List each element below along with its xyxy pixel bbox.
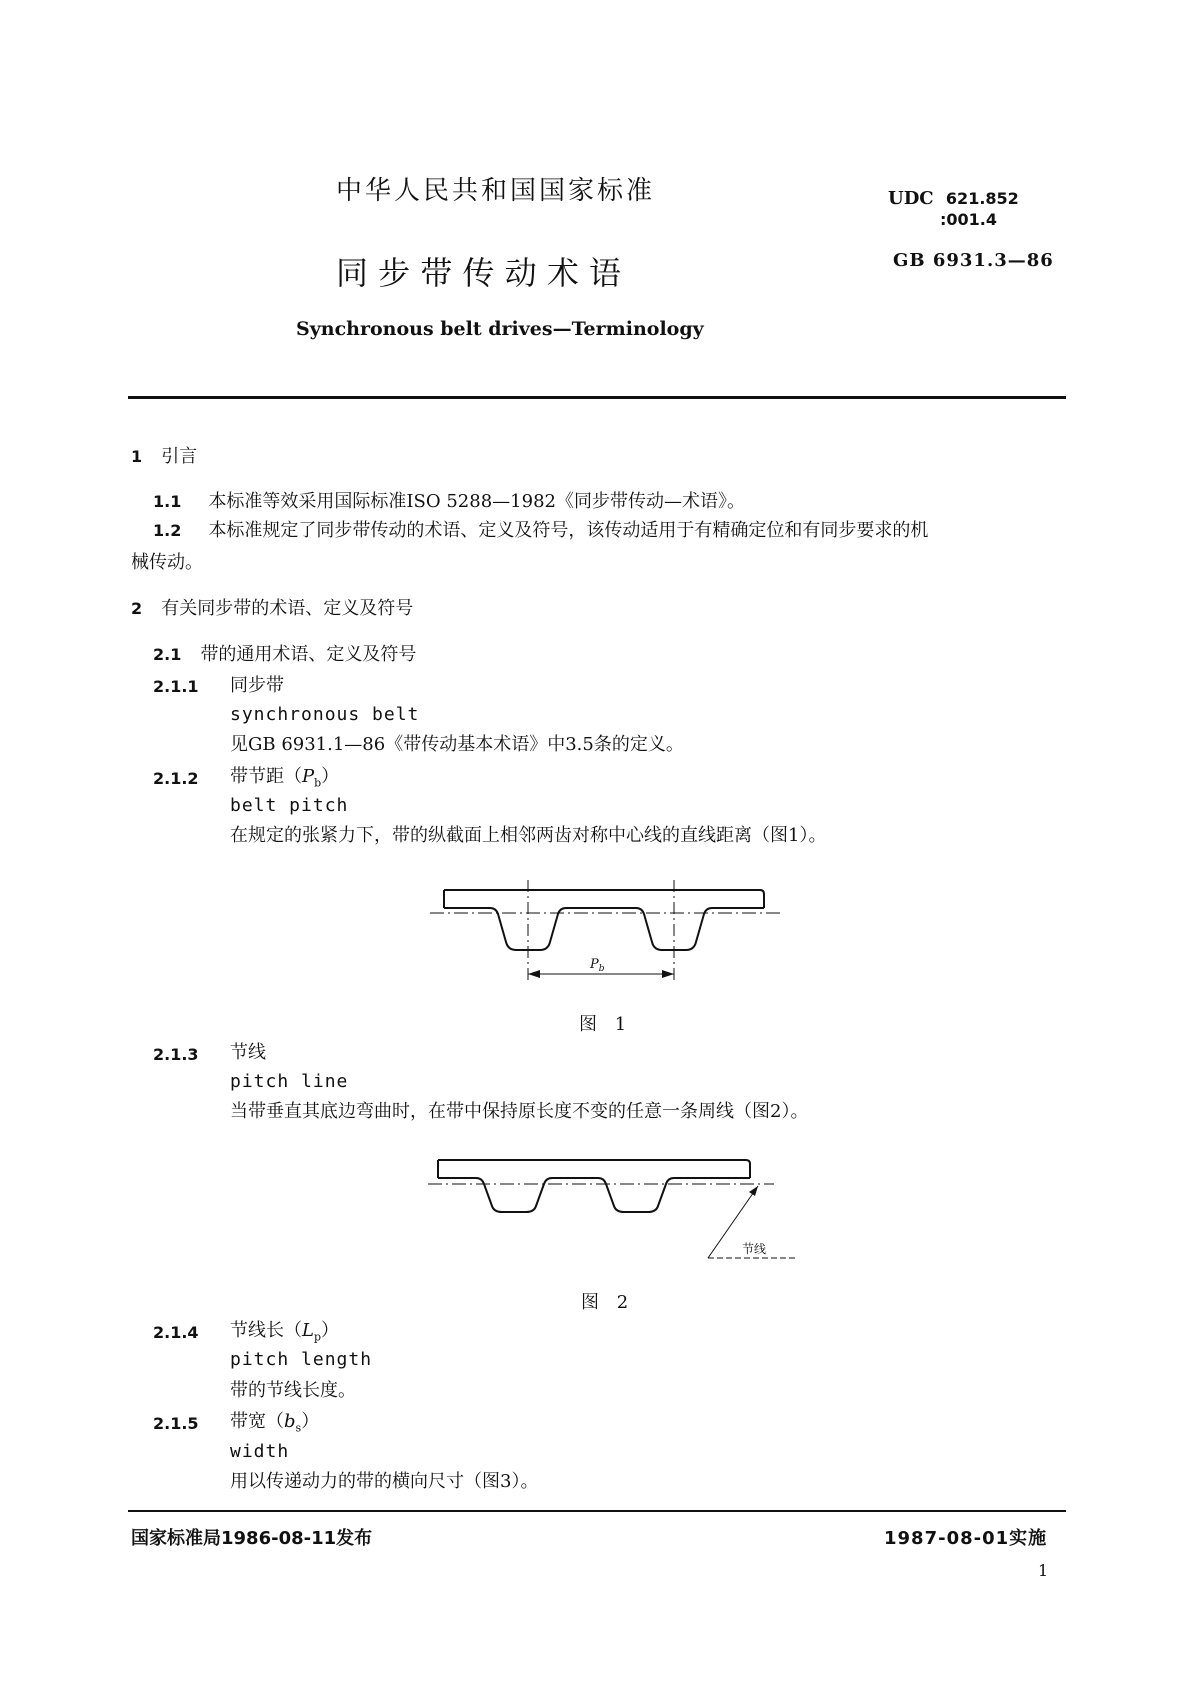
udc-number: 621.852 [945,189,1019,208]
symbol: b [284,1411,296,1432]
header-divider [128,396,1066,399]
symbol-subscript: s [295,1421,302,1435]
section-title: 引言 [161,446,198,467]
term-2-1-5-zh [230,1411,319,1440]
term-label: 带宽（ [230,1411,284,1432]
term-2-1-2-zh [230,766,339,795]
national-standard-heading: 中华人民共和国国家标准 [336,176,656,206]
term-2-1-3-number: 2.1.3 [153,1045,199,1064]
pitch-symbol: P [590,957,599,972]
term-2-1-1-number: 2.1.1 [153,677,199,696]
clause-text: 本标准规定了同步带传动的术语、定义及符号，该传动适用于有精确定位和有同步要求的机 [208,520,929,541]
term-close: ） [321,766,340,787]
term-2-1-3-en: pitch line [230,1071,349,1092]
symbol-subscript: b [314,776,322,790]
term-2-1-4-zh [230,1320,339,1349]
section-2-1-heading [153,644,416,666]
term-2-1-1-zh: 同步带 [230,675,284,696]
term-close: ） [301,1411,320,1432]
term-2-1-2-en: belt pitch [230,795,349,816]
issue-date: 国家标准局1986-08-11发布 [131,1528,373,1549]
term-2-1-4-en: pitch length [230,1349,373,1370]
term-2-1-3-zh: 节线 [230,1042,266,1063]
clause-number: 1.1 [153,492,182,511]
clause-title: 带的通用术语、定义及符号 [200,644,417,665]
figure-2-caption: 图 2 [581,1292,635,1313]
term-close: ） [321,1320,339,1341]
figure-1-belt-pitch-diagram [430,880,790,990]
symbol-subscript: p [313,1330,321,1344]
term-label: 节线长（ [230,1320,302,1341]
term-2-1-4-definition: 带的节线长度。 [230,1380,356,1401]
section-number: 2 [131,599,143,618]
term-2-1-5-number: 2.1.5 [153,1414,199,1433]
section-title: 有关同步带的术语、定义及符号 [161,598,414,619]
document-title-zh: 同 步 带 传 动 术 语 [336,254,622,292]
pitch-symbol-subscript: b [598,964,605,974]
clause-number: 2.1 [153,645,182,664]
effective-date: 1987-08-01实施 [884,1528,1048,1549]
section-number: 1 [131,447,143,466]
gb-standard-number: GB 6931.3—86 [893,250,1054,271]
term-2-1-4-number: 2.1.4 [153,1323,199,1342]
clause-1-2-continuation: 械传动。 [131,552,203,573]
clause-text: 本标准等效采用国际标准ISO 5288—1982《同步带传动—术语》。 [208,491,745,512]
clause-1-1 [153,491,745,513]
page-number: 1 [1038,1561,1049,1580]
symbol: L [302,1320,314,1341]
figure-2-pitch-line-label: 节线 [742,1242,767,1256]
term-2-1-2-definition: 在规定的张紧力下，带的纵截面上相邻两齿对称中心线的直线距离（图1）。 [230,825,827,846]
term-2-1-1-definition: 见GB 6931.1—86《带传动基本术语》中3.5条的定义。 [230,734,684,755]
term-2-1-1-en: synchronous belt [230,704,420,725]
udc-label: UDC [888,188,934,209]
footer-divider [128,1510,1066,1512]
section-1-heading [131,446,197,468]
term-2-1-3-definition: 当带垂直其底边弯曲时，在带中保持原长度不变的任意一条周线（图2）。 [230,1101,809,1122]
udc-code [888,188,1019,209]
udc-code-line2: :001.4 [940,210,998,229]
term-label: 带节距（ [230,766,302,787]
term-2-1-2-number: 2.1.2 [153,769,199,788]
figure-1-caption: 图 1 [579,1014,633,1035]
section-2-heading [131,598,413,620]
clause-1-2 [153,520,928,542]
term-2-1-5-definition: 用以传递动力的带的横向尺寸（图3）。 [230,1471,539,1492]
clause-number: 1.2 [153,521,182,540]
figure-2-pitch-line-diagram [428,1150,808,1270]
term-2-1-5-en: width [230,1441,290,1462]
symbol: P [302,766,315,787]
figure-1-pitch-label [589,957,605,974]
document-title-en: Synchronous belt drives—Terminology [296,318,704,340]
